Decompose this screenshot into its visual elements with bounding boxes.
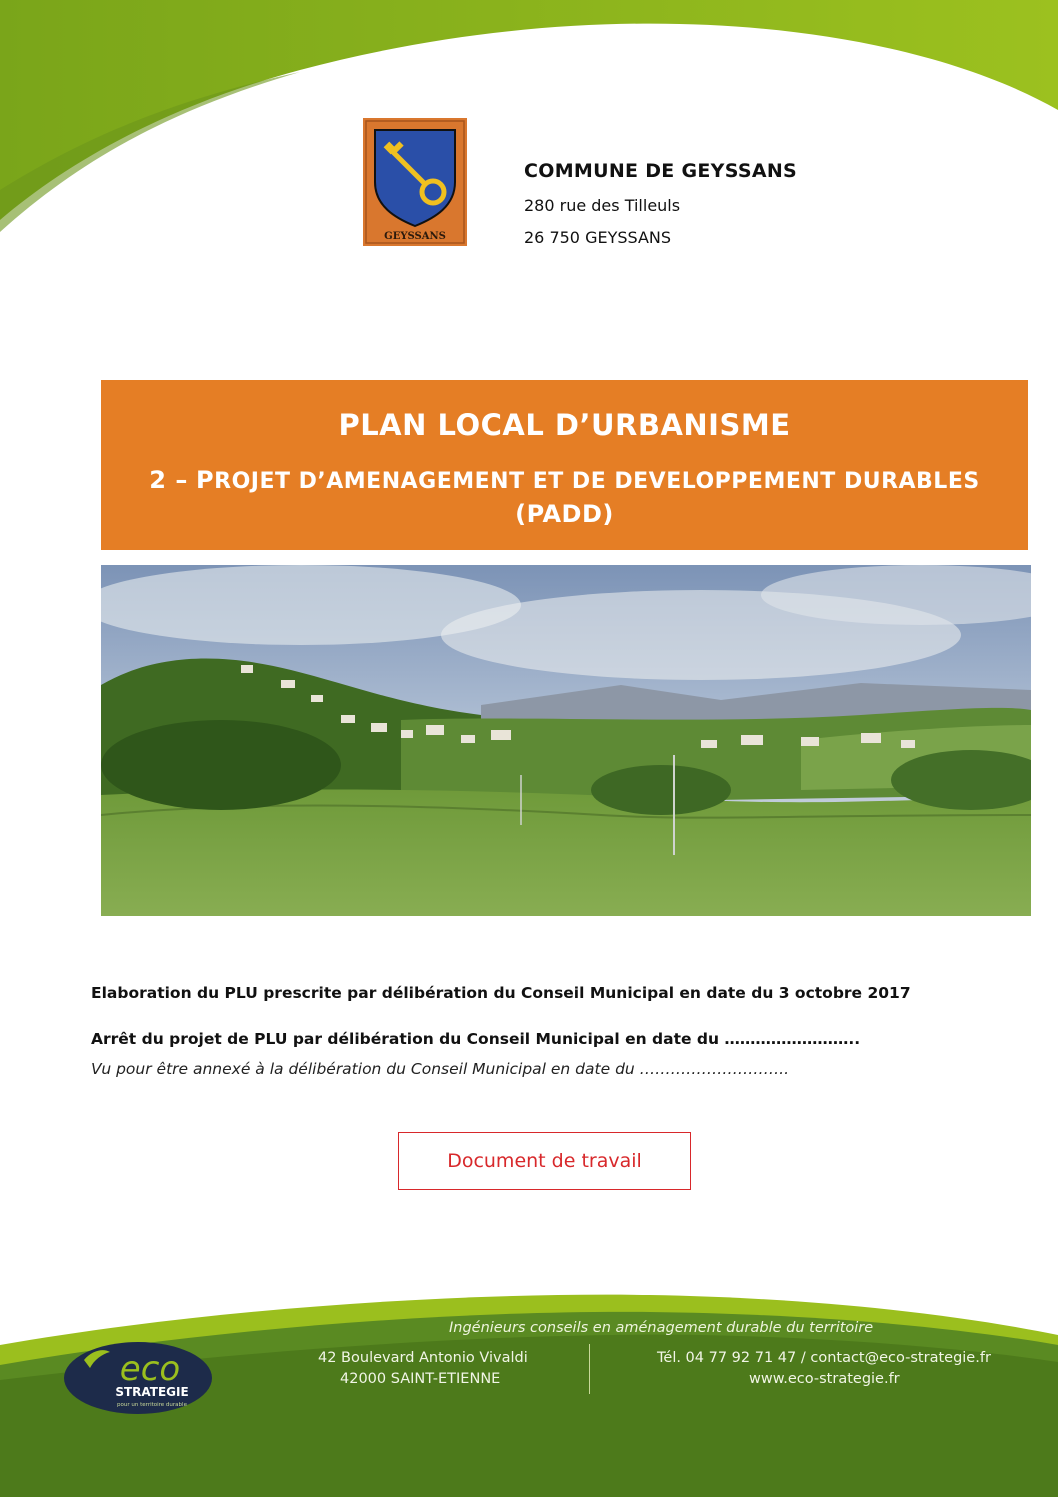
subtitle-initial: P bbox=[196, 466, 215, 494]
subtitle-abbreviation: (PADD) bbox=[515, 500, 614, 528]
footer-website-link[interactable]: www.eco-strategie.fr bbox=[749, 1371, 900, 1387]
logo-eco-text: eco bbox=[119, 1349, 181, 1389]
prescription-date-line: Elaboration du PLU prescrite par délibération du Conseil Municipal en date du 3 octobre 2017 bbox=[91, 984, 911, 1002]
document-status-box: Document de travail bbox=[398, 1132, 691, 1190]
commune-address-city: 26 750 GEYSSANS bbox=[524, 228, 672, 247]
logo-brand-text: STRATEGIE bbox=[115, 1385, 189, 1399]
footer-address-street: 42 Boulevard Antonio Vivaldi bbox=[318, 1350, 528, 1366]
subtitle-number: 2 – bbox=[149, 466, 188, 494]
commune-address-street: 280 rue des Tilleuls bbox=[524, 196, 681, 215]
footer-tagline: Ingénieurs conseils en aménagement durable du territoire bbox=[449, 1320, 874, 1336]
footer-address-city: 42000 SAINT-ETIENNE bbox=[340, 1371, 501, 1387]
title-banner bbox=[101, 380, 1028, 550]
footer-divider bbox=[589, 1344, 590, 1394]
subtitle-text: ROJET D’AMENAGEMENT ET DE DEVELOPPEMENT DURABLES bbox=[214, 469, 980, 494]
annex-mention-line: Vu pour être annexé à la délibération du Conseil Municipal en date du ……………………….. bbox=[91, 1060, 790, 1078]
village-landscape-photo bbox=[101, 565, 1031, 916]
document-title: PLAN LOCAL D’URBANISME bbox=[338, 408, 791, 442]
document-subtitle bbox=[121, 464, 1008, 532]
crest-label: GEYSSANS bbox=[384, 231, 446, 242]
eco-strategie-logo bbox=[62, 1338, 214, 1416]
footer-phone-email[interactable]: Tél. 04 77 92 71 47 / contact@eco-strategie.fr bbox=[657, 1350, 991, 1366]
geyssans-crest bbox=[363, 118, 467, 246]
logo-slogan-text: pour un territoire durable bbox=[117, 1402, 187, 1408]
commune-name: COMMUNE DE GEYSSANS bbox=[524, 160, 798, 182]
project-decision-line: Arrêt du projet de PLU par délibération du Conseil Municipal en date du …………………….. bbox=[91, 1030, 861, 1048]
